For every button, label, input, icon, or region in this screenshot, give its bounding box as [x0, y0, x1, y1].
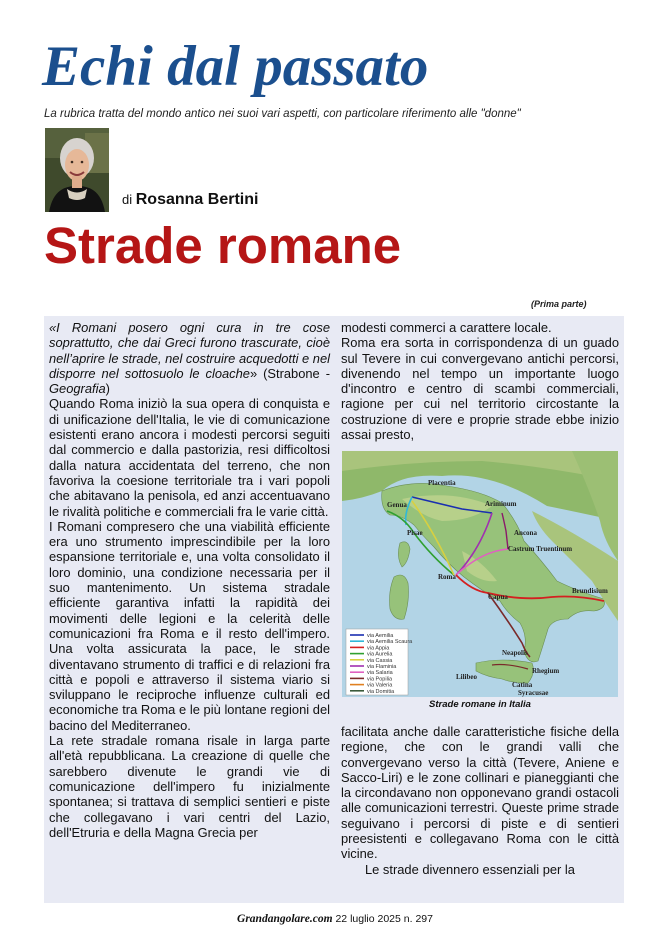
- footer-date: 22 luglio 2025 n. 297: [335, 913, 433, 925]
- author-photo: [45, 128, 109, 212]
- city-label: Neapolis: [502, 649, 528, 657]
- roman-roads-map: [342, 451, 618, 697]
- city-label: Placentia: [428, 479, 456, 487]
- legend-label: via Flaminia: [367, 664, 397, 670]
- city-label: Roma: [438, 573, 456, 581]
- quote-end: ): [105, 381, 110, 397]
- city-label: Genua: [387, 501, 407, 509]
- byline-prefix: di: [122, 192, 133, 207]
- city-label: Catina: [512, 681, 533, 689]
- paragraph: Roma era sorta in corrispondenza di un guado sul Tevere in cui convergevano antichi percorsi, divenendo nel tempo un importante luogo d'incontro e centro di scambi commerciali, ragione per cui nel territorio circostante la costruzione di vere e proprie strade ebbe inizio assai presto,: [341, 335, 619, 443]
- legend-label: via Valeria: [367, 682, 393, 689]
- paragraph: Le strade divennero essenziali per la: [365, 861, 575, 877]
- legend-label: via Cassia: [367, 657, 393, 664]
- city-label: Ancona: [514, 529, 537, 537]
- author-name: Rosanna Bertini: [135, 191, 259, 208]
- legend-label: via Aemilia Scaura: [367, 639, 413, 646]
- masthead-title: Echi dal passato: [42, 35, 429, 98]
- legend-label: via Appia: [367, 645, 390, 652]
- page-footer: [0, 913, 670, 925]
- city-label: Castrum Truentinum: [508, 545, 573, 553]
- footer-brand[interactable]: Grandangolare.com: [237, 913, 333, 925]
- city-label: Lilibeo: [456, 673, 478, 681]
- quote-attribution: » (Strabone -: [249, 365, 330, 381]
- paragraph: La rete stradale romana risale in larga parte all'età repubblicana. La creazione di quelle che sarebbero divenute le grandi vie di comunicazione dell'impero fu inizialmente spontanea; si trattava di semplici sentieri e piste che collegavano i vari centri del Lazio, dell'Etruria e della Magna Grecia per: [49, 733, 330, 840]
- left-column: [49, 320, 330, 840]
- city-label: Rhegium: [532, 667, 560, 675]
- byline: [122, 191, 258, 209]
- quote-text: «I Romani posero ogni cura in tre cose soprattutto, che dai Greci furono trascurate, cioè nell’aprire le strade, nel costruire acquedotti e nel disporre nel sottosuolo le cloache: [49, 320, 330, 381]
- city-label: Syracusae: [518, 689, 549, 697]
- part-note: (Prima parte): [531, 299, 587, 309]
- legend-label: via Popilia: [367, 676, 393, 683]
- legend-label: via Aemilia: [367, 633, 394, 639]
- map-caption: Strade romane in Italia: [429, 699, 531, 710]
- city-label: Pisae: [407, 529, 423, 537]
- map-legend: [346, 629, 413, 695]
- right-column-top: [341, 320, 619, 442]
- paragraph: Quando Roma iniziò la sua opera di conquista e di unificazione dell'Italia, le vie di comunicazione esistenti erano ancora i modesti percorsi seguiti dal commercio e dalla pastorizia, resi difficoltosi dalla natura accidentata del terreno, che non favoriva la coesione territoriale tra i vari popoli che abitavano la penisola, ed anzi accentuavano le rivalità politiche e commerciali fra le varie città.: [49, 396, 330, 519]
- paragraph: I Romani compresero che una viabilità efficiente era uno strumento imprescindibile per la loro espansione territoriale e, una volta consolidato il loro dominio, una condizione necessaria per il suo mantenimento. Un sistema stradale efficiente garantiva infatti la rapidità dei movimenti delle legioni e la celerità delle comunicazioni fra Roma e il resto dell'impero. Una volta assicurata la pace, le strade diventavano strumento di traffici e di relazioni fra città e popoli e attraverso il sistema viario si sviluppano le reciproche influenze culturali ed economiche tra Roma e le più lontane regioni del bacino del Mediterraneo.: [49, 518, 330, 733]
- quote-source: Geografia: [49, 381, 106, 397]
- article-headline: Strade romane: [44, 217, 402, 274]
- legend-label: via Aurelia: [367, 651, 393, 658]
- city-label: Brundisium: [572, 587, 608, 595]
- opening-quote: [49, 320, 330, 396]
- city-label: Capua: [488, 593, 508, 601]
- corsica-shape: [398, 542, 410, 567]
- city-label: Ariminum: [485, 500, 517, 508]
- sardinia-shape: [390, 575, 409, 619]
- paragraph: modesti commerci a carattere locale.: [341, 320, 552, 335]
- right-column-bottom: [341, 724, 619, 877]
- paragraph: facilitata anche dalle caratteristiche fisiche della regione, che con le grandi valli che convergevano verso la città (Tevere, Aniene e Sacco-Liri) e le zone collinari e pianeggianti che la circondavano non opponevano grandi ostacoli alle comunicazioni terrestri. Queste prime strade seguivano i percorsi di piste e di sentieri preesistenti e collegavano Roma con le città vicine.: [341, 724, 619, 862]
- legend-label: via Salaria: [367, 670, 393, 677]
- sicily-shape: [476, 660, 533, 683]
- legend-label: via Domitia: [367, 688, 395, 695]
- column-subtitle: La rubrica tratta del mondo antico nei suoi vari aspetti, con particolare riferimento alle "donne": [44, 108, 521, 120]
